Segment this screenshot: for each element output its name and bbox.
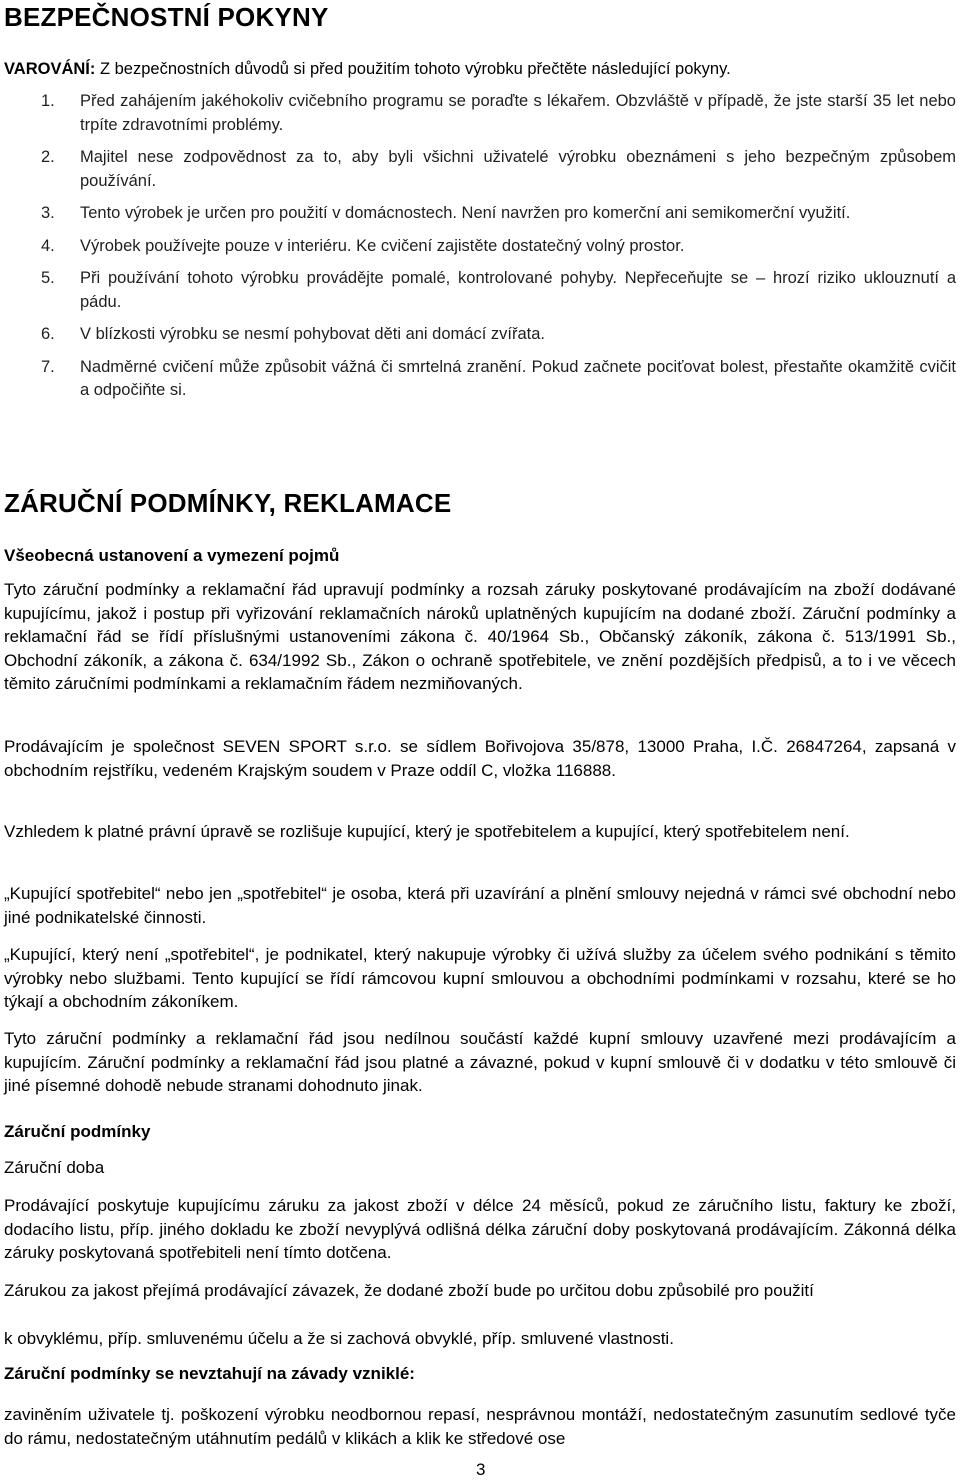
list-item — [4, 146, 956, 193]
list-item — [4, 90, 956, 137]
list-text: Při používání tohoto výrobku provádějte pomalé, kontrolované pohyby. Nepřeceňujte se – hrozí riziko uklouznutí a pádu. — [80, 269, 956, 311]
list-text: Nadměrné cvičení může způsobit vážná či smrtelná zranění. Pokud začnete pociťovat bolest, přestaňte okamžitě cvičit a odpočiňte si. — [80, 357, 956, 399]
safety-rules-list — [4, 90, 956, 412]
list-text: Výrobek používejte pouze v interiéru. Ke cvičení zajistěte dostatečný volný prostor. — [80, 236, 685, 255]
subheading-conditions: Záruční podmínky — [4, 1122, 151, 1141]
heading-warranty: ZÁRUČNÍ PODMÍNKY, REKLAMACE — [4, 488, 452, 518]
paragraph-business-buyer: „Kupující, který není „spotřebitel“, je podnikatel, který nakupuje výrobky či užívá služby za účelem svého podnikání s těmito výrobky nebo službami. Tento kupující se řídí rámcovou kupní smlouvou a obchodními podmínkami v rozsahu, které se ho týkají a obchodním zákoníkem. — [4, 945, 956, 1011]
warning-text: Z bezpečnostních důvodů si před použitím tohoto výrobku přečtěte následující pokyny. — [95, 60, 731, 78]
paragraph-period: Prodávající poskytuje kupujícímu záruku za jakost zboží v délce 24 měsíců, pokud ze záručního listu, faktury ke zboží, dodacího listu, příp. jiného dokladu ke zboží nevyplývá odlišná délka záruční doby poskytovaná prodávajícím. Zákonná délka záruky poskytovaná spotřebiteli není tímto dotčena. — [4, 1196, 956, 1262]
page-number: 3 — [476, 1460, 486, 1479]
paragraph-exclusions: zaviněním uživatele tj. poškození výrobku neodbornou repasí, nesprávnou montáží, nedostatečným zasunutím sedlové tyče do rámu, nedostatečným utáhnutím pedálů v klikách a klik ke středové ose — [4, 1405, 956, 1448]
list-number: 2. — [41, 148, 55, 166]
paragraph-quality-a: Zárukou za jakost přejímá prodávající závazek, že dodané zboží bude po určitou dobu způsobilé pro použití — [4, 1281, 814, 1300]
paragraph-buyer-types: Vzhledem k platné právní úpravě se rozlišuje kupující, který je spotřebitelem a kupující, který spotřebitelem není. — [4, 822, 850, 841]
subheading-period: Záruční doba — [4, 1158, 105, 1177]
paragraph-quality-b: k obvyklému, příp. smluvenému účelu a že si zachová obvyklé, příp. smluvené vlastnosti. — [4, 1329, 674, 1348]
paragraph-consumer: „Kupující spotřebitel“ nebo jen „spotřebitel“ je osoba, která při uzavírání a plnění smlouvy nejedná v rámci své obchodní nebo jiné podnikatelské činnosti. — [4, 884, 956, 927]
paragraph-seller: Prodávajícím je společnost SEVEN SPORT s.r.o. se sídlem Bořivojova 35/878, 13000 Praha, I.Č. 26847264, zapsaná v obchodním rejstříku, vedeném Krajským soudem v Praze oddíl C, vložka 116888. — [4, 737, 956, 780]
list-text: Majitel nese zodpovědnost za to, aby byli všichni uživatelé výrobku obeznámeni s jeho bezpečným způsobem používání. — [80, 148, 956, 190]
warning-line — [4, 60, 954, 79]
list-number: 7. — [41, 357, 55, 376]
list-item — [4, 202, 956, 226]
list-number: 4. — [41, 236, 55, 255]
heading-safety: BEZPEČNOSTNÍ POKYNY — [4, 2, 329, 32]
subheading-exclusions: Záruční podmínky se nevztahují na závady vzniklé: — [4, 1364, 415, 1383]
list-number: 5. — [41, 269, 55, 287]
paragraph-scope: Tyto záruční podmínky a reklamační řád upravují podmínky a rozsah záruky poskytované prodávajícím na zboží dodávané kupujícímu, jakož i postup při vyřizování reklamačních nároků uplatněných kupujícím na dodané zboží. Záruční podmínky a reklamační řád se řídí příslušnými ustanoveními zákona č. 40/1964 Sb., Občanský zákoník, zákona č. 513/1991 Sb., Obchodní zákoník, a zákona č. 634/1992 Sb., Zákon o ochraně spotřebitele, ve znění pozdějších předpisů, a to i ve věcech těmito záručními podmínkami a reklamačním řádem nezmiňovaných. — [4, 580, 956, 693]
list-text: V blízkosti výrobku se nesmí pohybovat děti ani domácí zvířata. — [80, 325, 545, 343]
list-item — [4, 356, 956, 403]
list-item — [4, 235, 956, 259]
warning-label: VAROVÁNÍ: — [4, 60, 96, 78]
list-number: 6. — [41, 325, 55, 343]
list-text: Tento výrobek je určen pro použití v domácnostech. Není navržen pro komerční ani semikomerční využití. — [80, 204, 851, 222]
list-number: 1. — [41, 92, 55, 110]
list-item — [4, 323, 956, 347]
list-item — [4, 267, 956, 314]
list-number: 3. — [41, 204, 55, 222]
list-text: Před zahájením jakéhokoliv cvičebního programu se poraďte s lékařem. Obzvláště v případě, že jste starší 35 let nebo trpíte zdravotními problémy. — [80, 92, 956, 134]
subheading-general: Všeobecná ustanovení a vymezení pojmů — [4, 546, 340, 565]
paragraph-validity: Tyto záruční podmínky a reklamační řád jsou nedílnou součástí každé kupní smlouvy uzavřené mezi prodávajícím a kupujícím. Záruční podmínky a reklamační řád jsou platné a závazné, pokud v kupní smlouvě či v dodatku v této smlouvě či jiné písemné dohodě nebude stranami dohodnuto jinak. — [4, 1029, 956, 1095]
